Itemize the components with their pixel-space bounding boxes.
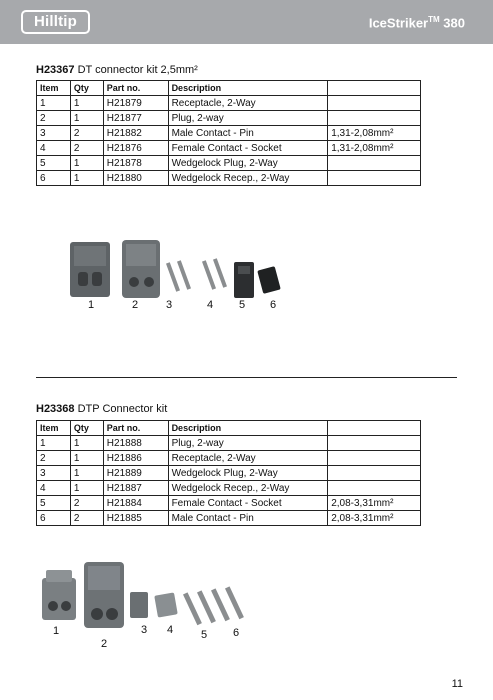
table-row <box>37 126 421 141</box>
photo-label: 1 <box>53 625 60 637</box>
table-cell: 6 <box>37 171 71 186</box>
column-header: Part no. <box>103 421 168 436</box>
table-cell: 2,08-3,31mm² <box>328 496 421 511</box>
table-cell: 2 <box>70 141 103 156</box>
table-cell <box>328 436 421 451</box>
table-row <box>37 511 421 526</box>
kit1-title <box>36 64 198 76</box>
table-cell: 2 <box>37 111 71 126</box>
column-header: Description <box>168 421 328 436</box>
table-row <box>37 481 421 496</box>
page-number: 11 <box>451 678 463 690</box>
table-cell: 4 <box>37 141 71 156</box>
product-name: IceStriker <box>368 15 429 31</box>
photo-label: 3 <box>141 624 148 636</box>
table-cell <box>328 451 421 466</box>
table-cell: Plug, 2-way <box>168 111 328 126</box>
wedgelock-plug-illustration <box>234 262 254 298</box>
table-cell: 4 <box>37 481 71 496</box>
kit2-title <box>36 403 167 415</box>
table-cell: 1,31-2,08mm² <box>328 126 421 141</box>
trademark-mark: TM <box>428 15 440 24</box>
table-cell: Female Contact - Socket <box>168 496 328 511</box>
table-cell <box>328 96 421 111</box>
male-pins-illustration <box>166 260 191 292</box>
column-header: Item <box>37 81 71 96</box>
photo-label: 6 <box>270 299 277 311</box>
table-cell: 2,08-3,31mm² <box>328 511 421 526</box>
table-cell: Wedgelock Plug, 2-Way <box>168 156 328 171</box>
photo-label: 6 <box>233 627 240 639</box>
column-header <box>328 81 421 96</box>
kit1-name: DT connector kit 2,5mm² <box>77 64 198 76</box>
column-header: Part no. <box>103 81 168 96</box>
table-cell: H21885 <box>103 511 168 526</box>
plug-illustration <box>122 240 160 298</box>
kit2-code: H23368 <box>36 403 75 415</box>
table-cell: H21888 <box>103 436 168 451</box>
table-cell: Wedgelock Recep., 2-Way <box>168 481 328 496</box>
receptacle-illustration <box>70 242 110 297</box>
table-cell: Receptacle, 2-Way <box>168 96 328 111</box>
table-cell <box>328 156 421 171</box>
photo-label: 5 <box>239 299 246 311</box>
table-cell: 1 <box>70 96 103 111</box>
product-model: 380 <box>443 15 465 31</box>
table-cell: H21886 <box>103 451 168 466</box>
table-cell: 3 <box>37 126 71 141</box>
table-cell: 2 <box>70 511 103 526</box>
table-cell: 1 <box>70 171 103 186</box>
dtp-plug-illustration <box>42 570 76 620</box>
table-row <box>37 451 421 466</box>
table-cell: 5 <box>37 156 71 171</box>
table-row <box>37 111 421 126</box>
table-row <box>37 156 421 171</box>
table-cell: H21887 <box>103 481 168 496</box>
kit2-name: DTP Connector kit <box>77 403 168 415</box>
hilltip-logo: Hilltip <box>21 10 90 34</box>
table-cell: H21877 <box>103 111 168 126</box>
table-cell: H21879 <box>103 96 168 111</box>
table-cell: Male Contact - Pin <box>168 126 328 141</box>
section-divider <box>36 377 457 378</box>
table-cell: H21878 <box>103 156 168 171</box>
photo-label: 2 <box>101 638 108 650</box>
photo-label: 4 <box>167 624 174 636</box>
table-row <box>37 466 421 481</box>
table-header-row <box>37 81 421 96</box>
table-cell: H21884 <box>103 496 168 511</box>
dtp-receptacle-illustration <box>84 562 124 628</box>
female-sockets-illustration <box>202 258 227 290</box>
table-row <box>37 141 421 156</box>
photo-label: 2 <box>132 299 139 311</box>
kit1-code: H23367 <box>36 64 75 76</box>
column-header: Qty <box>70 421 103 436</box>
table-cell: H21889 <box>103 466 168 481</box>
table-cell: 6 <box>37 511 71 526</box>
table-cell: 1 <box>37 436 71 451</box>
photo-label: 4 <box>207 299 214 311</box>
table-cell: H21880 <box>103 171 168 186</box>
kit2-parts-table <box>36 420 421 526</box>
table-cell: 1 <box>70 451 103 466</box>
column-header <box>328 421 421 436</box>
table-cell: 1 <box>70 156 103 171</box>
photo-label: 1 <box>88 299 95 311</box>
table-cell: Female Contact - Socket <box>168 141 328 156</box>
table-cell: H21876 <box>103 141 168 156</box>
table-cell: 1,31-2,08mm² <box>328 141 421 156</box>
dtp-wedgelock-plug-illustration <box>130 592 148 618</box>
table-cell: 1 <box>70 111 103 126</box>
photo-label: 3 <box>166 299 173 311</box>
table-cell: 1 <box>70 481 103 496</box>
table-cell <box>328 481 421 496</box>
table-row <box>37 171 421 186</box>
column-header: Item <box>37 421 71 436</box>
table-cell <box>328 111 421 126</box>
page-header <box>0 0 493 44</box>
table-cell: Plug, 2-way <box>168 436 328 451</box>
table-cell: 2 <box>70 496 103 511</box>
table-cell: 2 <box>70 126 103 141</box>
table-row <box>37 496 421 511</box>
photo-label: 5 <box>201 629 208 641</box>
table-row <box>37 436 421 451</box>
table-cell: 1 <box>70 436 103 451</box>
table-header-row <box>37 421 421 436</box>
table-cell: Wedgelock Plug, 2-Way <box>168 466 328 481</box>
table-cell: 3 <box>37 466 71 481</box>
table-cell: Wedgelock Recep., 2-Way <box>168 171 328 186</box>
table-cell: Male Contact - Pin <box>168 511 328 526</box>
kit1-parts-photo <box>60 232 300 312</box>
table-cell: 1 <box>37 96 71 111</box>
table-cell: 5 <box>37 496 71 511</box>
table-row <box>37 96 421 111</box>
table-cell: Receptacle, 2-Way <box>168 451 328 466</box>
column-header: Description <box>168 81 328 96</box>
wedgelock-recep-illustration <box>257 266 281 294</box>
table-cell: H21882 <box>103 126 168 141</box>
dtp-contacts-illustration <box>183 586 244 625</box>
table-cell <box>328 466 421 481</box>
product-title <box>369 15 465 30</box>
table-cell <box>328 171 421 186</box>
column-header: Qty <box>70 81 103 96</box>
table-cell: 1 <box>70 466 103 481</box>
dtp-wedgelock-recep-illustration <box>154 592 178 617</box>
kit1-parts-table <box>36 80 421 186</box>
table-cell: 2 <box>37 451 71 466</box>
